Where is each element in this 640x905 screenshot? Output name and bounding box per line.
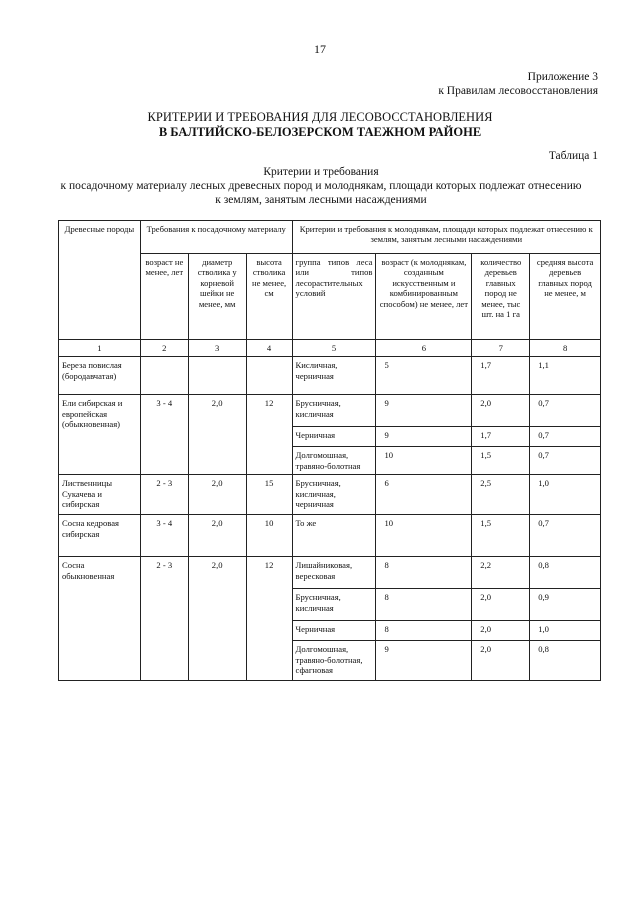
forest-type-cell: Долгомошная, травяно-болотная, сфагновая: [292, 641, 376, 681]
header-forest-type: группа типов леса или типов лесорастительных условий: [292, 254, 376, 340]
height-cell: 12: [246, 557, 292, 681]
young-age-cell: 10: [376, 515, 472, 557]
planting-age-cell: 3 - 4: [140, 395, 188, 475]
table-row: [59, 557, 601, 589]
young-age-cell: 10: [376, 447, 472, 475]
table-row: [59, 357, 601, 395]
avg-height-cell: 1,1: [530, 357, 601, 395]
header-avg-height: средняя высота деревьев главных пород не менее, м: [530, 254, 601, 340]
young-age-cell: 8: [376, 557, 472, 589]
count-cell: 1,5: [472, 447, 530, 475]
species-cell: Сосна обыкновенная: [59, 557, 141, 681]
column-number: 2: [140, 340, 188, 357]
forest-type-cell: Кисличная, черничная: [292, 357, 376, 395]
header-young-group: Критерии и требования к молоднякам, площади которых подлежат отнесению к землям, занятым лесными насаждениями: [292, 221, 600, 254]
title-line-1: КРИТЕРИИ И ТРЕБОВАНИЯ ДЛЯ ЛЕСОВОССТАНОВЛЕНИЯ: [147, 110, 493, 124]
count-cell: 2,0: [472, 589, 530, 621]
height-cell: 10: [246, 515, 292, 557]
avg-height-cell: 1,0: [530, 475, 601, 515]
forest-type-cell: Брусничная, кисличная: [292, 589, 376, 621]
planting-age-cell: 3 - 4: [140, 515, 188, 557]
table-subtitle: [40, 165, 602, 207]
height-cell: 12: [246, 395, 292, 475]
avg-height-cell: 0,9: [530, 589, 601, 621]
title-line-2: В БАЛТИЙСКО-БЕЛОЗЕРСКОМ ТАЕЖНОМ РАЙОНЕ: [158, 125, 482, 139]
count-cell: 1,7: [472, 427, 530, 447]
forest-type-cell: То же: [292, 515, 376, 557]
planting-age-cell: 2 - 3: [140, 557, 188, 681]
young-age-cell: 9: [376, 641, 472, 681]
young-age-cell: 5: [376, 357, 472, 395]
avg-height-cell: 0,7: [530, 395, 601, 427]
species-cell: Сосна кедровая сибирская: [59, 515, 141, 557]
forest-type-cell: Черничная: [292, 427, 376, 447]
forest-type-cell: Черничная: [292, 621, 376, 641]
appendix-line-1: Приложение 3: [527, 71, 598, 83]
header-young-age: возраст (к молоднякам, созданным искусственным и комбинированным способом) не менее, лет: [376, 254, 472, 340]
column-number: 5: [292, 340, 376, 357]
young-age-cell: 6: [376, 475, 472, 515]
forest-type-cell: Лишайниковая, вересковая: [292, 557, 376, 589]
young-age-cell: 9: [376, 395, 472, 427]
species-cell: Лиственницы Сукачева и сибирская: [59, 475, 141, 515]
forest-type-cell: Брусничная, кисличная, черничная: [292, 475, 376, 515]
subtitle-line-1: Критерии и требования: [263, 166, 379, 178]
subtitle-line-2: к посадочному материалу лесных древесных пород и молоднякам, площади которых подлежат отнесению: [60, 180, 582, 192]
avg-height-cell: 0,8: [530, 641, 601, 681]
planting-age-cell: 2 - 3: [140, 475, 188, 515]
header-planting-group: Требования к посадочному материалу: [140, 221, 292, 254]
table-row: [59, 475, 601, 515]
forest-type-cell: Долгомошная, травяно-болотная: [292, 447, 376, 475]
count-cell: 2,2: [472, 557, 530, 589]
diameter-cell: 2,0: [188, 395, 246, 475]
header-count: количество деревьев главных пород не менее, тыс шт. на 1 га: [472, 254, 530, 340]
young-age-cell: 8: [376, 621, 472, 641]
height-cell: [246, 357, 292, 395]
avg-height-cell: 1,0: [530, 621, 601, 641]
count-cell: 1,7: [472, 357, 530, 395]
table-label: Таблица 1: [548, 150, 598, 162]
table-row: [59, 395, 601, 427]
column-number: 6: [376, 340, 472, 357]
height-cell: 15: [246, 475, 292, 515]
header-age: возраст не менее, лет: [140, 254, 188, 340]
count-cell: 2,5: [472, 475, 530, 515]
count-cell: 1,5: [472, 515, 530, 557]
diameter-cell: [188, 357, 246, 395]
document-title: [0, 110, 640, 140]
count-cell: 2,0: [472, 641, 530, 681]
column-number: 1: [59, 340, 141, 357]
diameter-cell: 2,0: [188, 557, 246, 681]
young-age-cell: 8: [376, 589, 472, 621]
count-cell: 2,0: [472, 621, 530, 641]
forest-type-cell: Брусничная, кисличная: [292, 395, 376, 427]
avg-height-cell: 0,7: [530, 427, 601, 447]
page-number: 17: [314, 42, 326, 56]
column-number: 4: [246, 340, 292, 357]
avg-height-cell: 0,8: [530, 557, 601, 589]
criteria-table: [58, 220, 601, 681]
planting-age-cell: [140, 357, 188, 395]
header-species: Древесные породы: [59, 221, 141, 340]
species-cell: Ели сибирская и европейская (обыкновенная): [59, 395, 141, 475]
diameter-cell: 2,0: [188, 515, 246, 557]
avg-height-cell: 0,7: [530, 447, 601, 475]
count-cell: 2,0: [472, 395, 530, 427]
column-number: 3: [188, 340, 246, 357]
header-height: высота стволика не менее, см: [246, 254, 292, 340]
diameter-cell: 2,0: [188, 475, 246, 515]
column-number: 8: [530, 340, 601, 357]
species-cell: Береза повислая (бородавчатая): [59, 357, 141, 395]
subtitle-line-3: к землям, занятым лесными насаждениями: [215, 194, 427, 206]
appendix-line-2: к Правилам лесовосстановления: [438, 85, 598, 97]
column-number: 7: [472, 340, 530, 357]
appendix-note: [438, 70, 598, 98]
header-diameter: диаметр стволика у корневой шейки не менее, мм: [188, 254, 246, 340]
avg-height-cell: 0,7: [530, 515, 601, 557]
table-row: [59, 515, 601, 557]
young-age-cell: 9: [376, 427, 472, 447]
